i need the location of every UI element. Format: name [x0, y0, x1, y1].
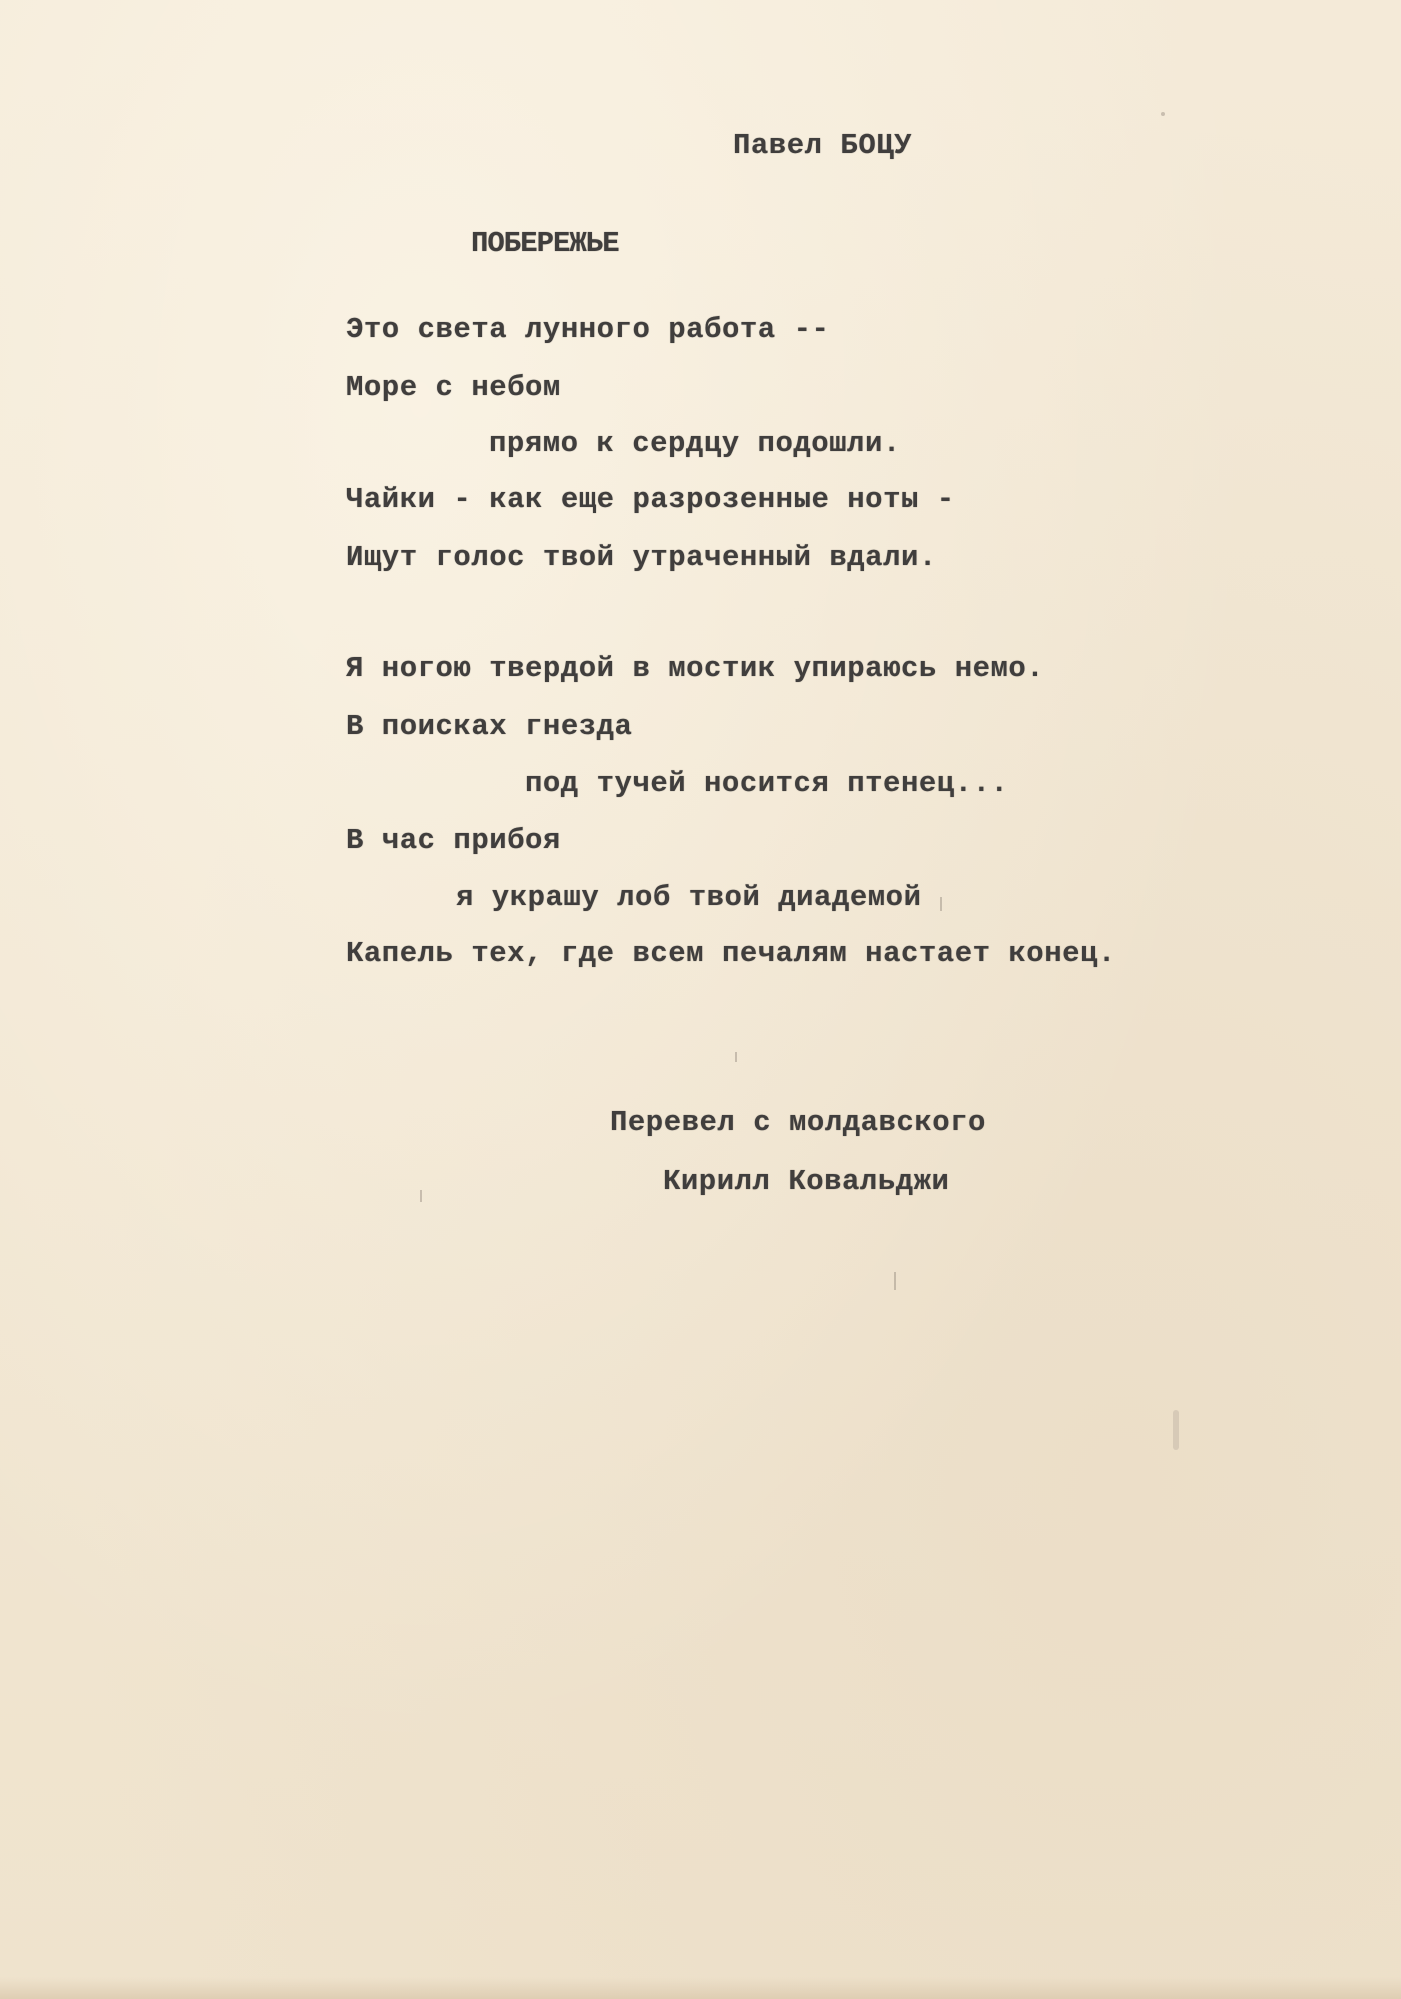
page-bottom-edge	[0, 1977, 1401, 1999]
translation-note: Перевел с молдавского	[610, 1106, 986, 1139]
paper-speck	[1161, 112, 1165, 116]
paper-speck	[735, 1052, 737, 1062]
paper-speck	[420, 1190, 422, 1202]
paper-speck	[940, 897, 942, 911]
poem-line: Море с небом	[346, 371, 561, 404]
poem-line: Капель тех, где всем печалям настает конец.	[346, 937, 1116, 970]
poem-title: ПОБЕРЕЖЬЕ	[471, 227, 619, 260]
author-name: Павел БОЦУ	[733, 129, 913, 162]
poem-line: Это света лунного работа --	[346, 313, 830, 346]
translator-name: Кирилл Ковальджи	[663, 1165, 950, 1198]
poem-line: под тучей носится птенец...	[525, 767, 1009, 800]
poem-line: Я ногою твердой в мостик упираюсь немо.	[346, 652, 1045, 685]
poem-line: Ищут голос твой утраченный вдали.	[346, 541, 937, 574]
poem-line: В поисках гнезда	[346, 710, 633, 743]
poem-line: Чайки - как еще разрозенные ноты -	[346, 483, 955, 516]
poem-line: я украшу лоб твой диадемой	[456, 881, 922, 914]
paper-speck	[894, 1272, 896, 1290]
poem-line: В час прибоя	[346, 824, 561, 857]
poem-line: прямо к сердцу подошли.	[489, 427, 901, 460]
paper-speck	[1173, 1410, 1179, 1450]
